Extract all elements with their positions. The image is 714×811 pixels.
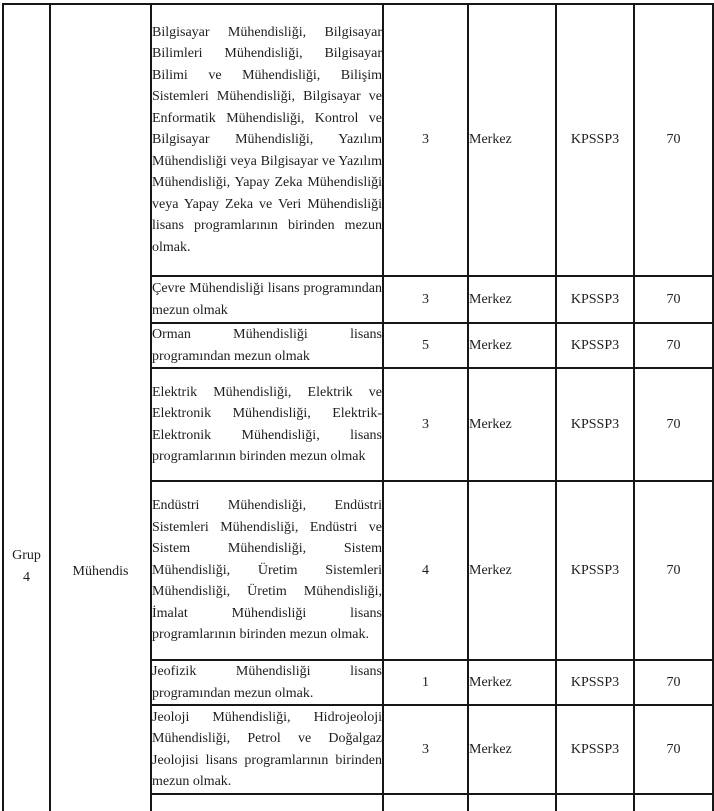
exam-type-cell: KPSSP3	[556, 368, 634, 481]
table-row	[3, 4, 713, 276]
location-cell: Merkez	[468, 705, 556, 794]
exam-type-cell: KPSSP3	[556, 660, 634, 705]
location-cell: Merkez	[468, 276, 556, 323]
exam-type-cell: KPSSP3	[556, 481, 634, 660]
location-cell: Merkez	[468, 660, 556, 705]
requirement-cell: Elektrik Mühendisliği, Elektrik ve Elektronik Mühendisliği, Elektrik-Elektronik Mühendisliği, lisans programlarının birinden mezun olmak	[151, 368, 383, 481]
score-cell: 70	[634, 660, 713, 705]
quota-cell: 1	[383, 660, 468, 705]
location-cell: Merkez	[468, 481, 556, 660]
quota-cell: 4	[383, 481, 468, 660]
location-cell	[468, 794, 556, 811]
quota-cell	[383, 794, 468, 811]
score-cell: 70	[634, 705, 713, 794]
group-label-line1: Grup	[12, 548, 41, 563]
exam-type-cell: KPSSP3	[556, 323, 634, 368]
position-title: Mühendis	[72, 564, 129, 579]
group-cell	[3, 4, 50, 811]
requirement-cell: Orman Mühendisliği lisans programından mezun olmak	[151, 323, 383, 368]
quota-cell: 3	[383, 276, 468, 323]
quota-cell: 3	[383, 368, 468, 481]
exam-type-cell: KPSSP3	[556, 705, 634, 794]
location-cell: Merkez	[468, 368, 556, 481]
position-title-cell	[50, 4, 151, 811]
location-cell: Merkez	[468, 323, 556, 368]
requirement-cell: Endüstri Mühendisliği, Endüstri Sistemleri Mühendisliği, Endüstri ve Sistem Mühendisliği, Sistem Mühendisliği, Üretim Sistemleri Mühendisliği, Üretim Mühendisliği, İmalat Mühendisliği lisans programlarının birinden mezun olmak.	[151, 481, 383, 660]
score-cell: 70	[634, 323, 713, 368]
group-label-line2: 4	[23, 569, 30, 585]
exam-type-cell: KPSSP3	[556, 4, 634, 276]
requirement-cell: Çevre Mühendisliği lisans programından mezun olmak	[151, 276, 383, 323]
location-cell: Merkez	[468, 4, 556, 276]
score-cell: 70	[634, 4, 713, 276]
exam-type-cell: KPSSP3	[556, 276, 634, 323]
score-cell: 70	[634, 481, 713, 660]
requirement-cell: Jeoloji Mühendisliği, Hidrojeoloji Mühendisliği, Petrol ve Doğalgaz Jeolojisi lisans programlarının birinden mezun olmak.	[151, 705, 383, 794]
quota-cell: 3	[383, 4, 468, 276]
score-cell: 70	[634, 368, 713, 481]
score-cell: 70	[634, 276, 713, 323]
job-posting-table	[2, 3, 714, 811]
group-label	[4, 545, 49, 588]
requirement-cell: Bilgisayar Mühendisliği, Bilgisayar Bilimleri Mühendisliği, Bilgisayar Bilimi ve Mühendisliği, Bilişim Sistemleri Mühendisliği, Bilgisayar ve Enformatik Mühendisliği, Kontrol ve Bilgisayar Mühendisliği, Yazılım Mühendisliği veya Bilgisayar ve Yazılım Mühendisliği, Yapay Zeka Mühendisliği veya Yapay Zeka ve Veri Mühendisliği lisans programlarının birinden mezun olmak.	[151, 4, 383, 276]
requirement-cell	[151, 794, 383, 811]
score-cell	[634, 794, 713, 811]
requirement-cell: Jeofizik Mühendisliği lisans programından mezun olmak.	[151, 660, 383, 705]
quota-cell: 5	[383, 323, 468, 368]
quota-cell: 3	[383, 705, 468, 794]
exam-type-cell	[556, 794, 634, 811]
